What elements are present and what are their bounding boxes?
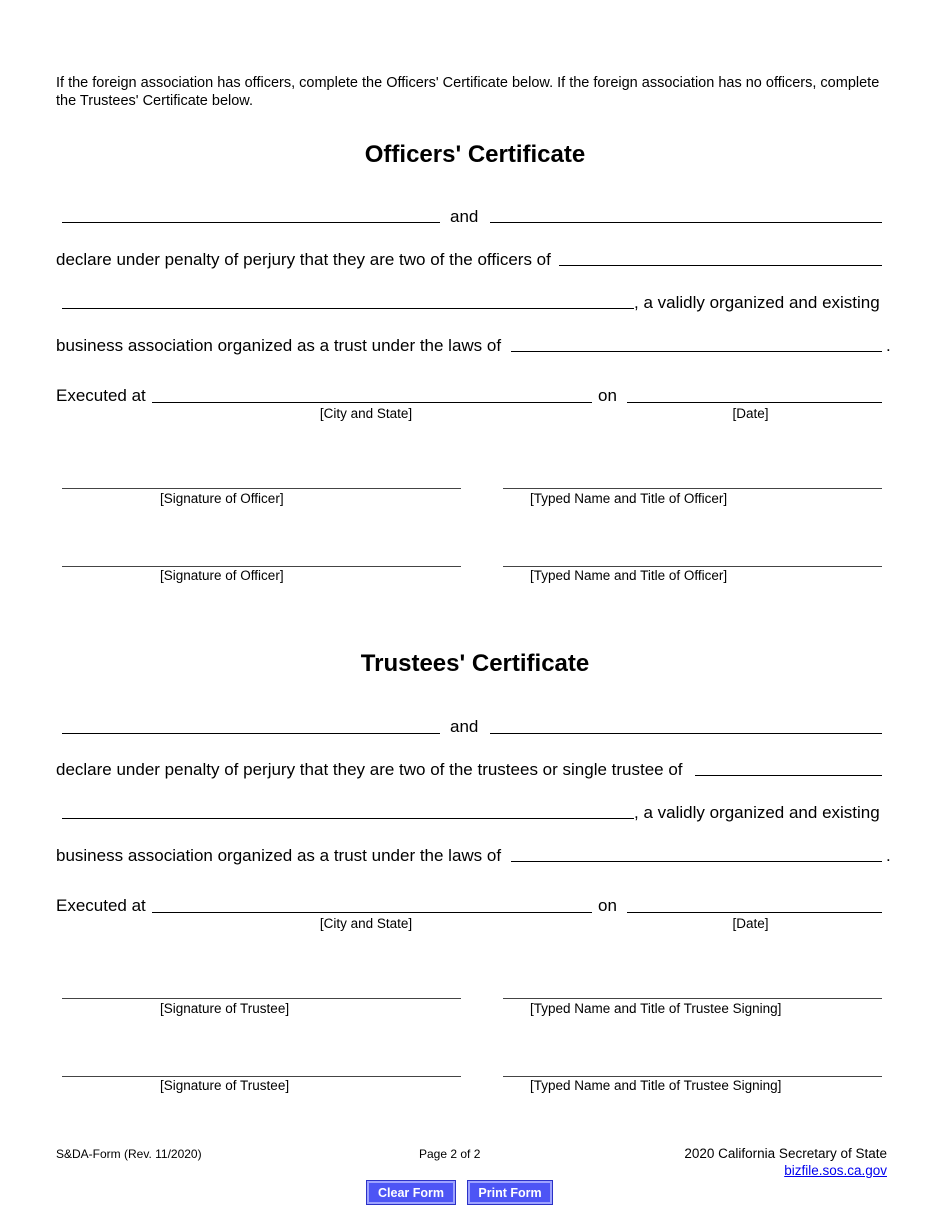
trustee-1-signature-field[interactable] <box>62 998 461 999</box>
executed-city-state-field[interactable] <box>152 402 592 403</box>
executed-date-field[interactable] <box>627 912 882 913</box>
agency-name: 2020 California Secretary of State <box>684 1146 887 1161</box>
intro-instructions: If the foreign association has officers, complete the Officers' Certificate below. If the foreign association has no officers, complete the Trustees' Certificate below. <box>56 75 880 109</box>
officer-2-signature-field[interactable] <box>62 566 461 567</box>
validly-organized-text: , a validly organized and existing <box>634 803 880 822</box>
business-association-text: business association organized as a trust under the laws of <box>56 846 502 865</box>
city-state-caption: [City and State] <box>319 916 413 931</box>
trustee-typed-name-caption: [Typed Name and Title of Trustee Signing] <box>530 1078 782 1093</box>
website-link[interactable]: bizfile.sos.ca.gov <box>784 1163 887 1178</box>
association-name-field[interactable] <box>695 775 882 776</box>
declare-text: declare under penalty of perjury that they are two of the trustees or single trustee of <box>56 760 683 779</box>
trustee-2-name-field[interactable] <box>490 733 882 734</box>
trustee-1-typed-name-field[interactable] <box>503 998 882 999</box>
and-text: and <box>450 717 479 736</box>
officer-2-typed-name-field[interactable] <box>503 566 882 567</box>
on-label: on <box>598 386 617 405</box>
business-association-text: business association organized as a trust under the laws of <box>56 336 502 355</box>
trustees-certificate-title: Trustees' Certificate <box>360 650 590 677</box>
and-text: and <box>450 207 479 226</box>
trustee-2-signature-field[interactable] <box>62 1076 461 1077</box>
trustee-typed-name-caption: [Typed Name and Title of Trustee Signing] <box>530 1001 782 1016</box>
declare-text: declare under penalty of perjury that they are two of the officers of <box>56 250 551 269</box>
period-text: . <box>886 846 891 865</box>
officer-2-name-field[interactable] <box>490 222 882 223</box>
executed-at-label: Executed at <box>56 896 146 915</box>
laws-of-jurisdiction-field[interactable] <box>511 861 882 862</box>
officer-signature-caption: [Signature of Officer] <box>160 491 284 506</box>
executed-date-field[interactable] <box>627 402 882 403</box>
print-form-button[interactable]: Print Form <box>468 1181 552 1204</box>
officer-1-name-field[interactable] <box>62 222 440 223</box>
period-text: . <box>886 336 891 355</box>
validly-organized-text: , a validly organized and existing <box>634 293 880 312</box>
association-name-continued-field[interactable] <box>62 818 634 819</box>
association-name-field[interactable] <box>559 265 882 266</box>
trustee-signature-caption: [Signature of Trustee] <box>160 1001 290 1016</box>
on-label: on <box>598 896 617 915</box>
date-caption: [Date] <box>732 406 769 421</box>
officer-signature-caption: [Signature of Officer] <box>160 568 284 583</box>
executed-at-label: Executed at <box>56 386 146 405</box>
officer-typed-name-caption: [Typed Name and Title of Officer] <box>530 491 728 506</box>
officer-typed-name-caption: [Typed Name and Title of Officer] <box>530 568 728 583</box>
laws-of-jurisdiction-field[interactable] <box>511 351 882 352</box>
date-caption: [Date] <box>732 916 769 931</box>
trustee-signature-caption: [Signature of Trustee] <box>160 1078 290 1093</box>
trustee-1-name-field[interactable] <box>62 733 440 734</box>
officer-1-signature-field[interactable] <box>62 488 461 489</box>
officer-1-typed-name-field[interactable] <box>503 488 882 489</box>
association-name-continued-field[interactable] <box>62 308 634 309</box>
form-id: S&DA-Form (Rev. 11/2020) <box>56 1147 202 1161</box>
executed-city-state-field[interactable] <box>152 912 592 913</box>
page-number: Page 2 of 2 <box>419 1147 481 1161</box>
trustee-2-typed-name-field[interactable] <box>503 1076 882 1077</box>
officers-certificate-title: Officers' Certificate <box>364 141 586 168</box>
city-state-caption: [City and State] <box>319 406 413 421</box>
clear-form-button[interactable]: Clear Form <box>367 1181 455 1204</box>
